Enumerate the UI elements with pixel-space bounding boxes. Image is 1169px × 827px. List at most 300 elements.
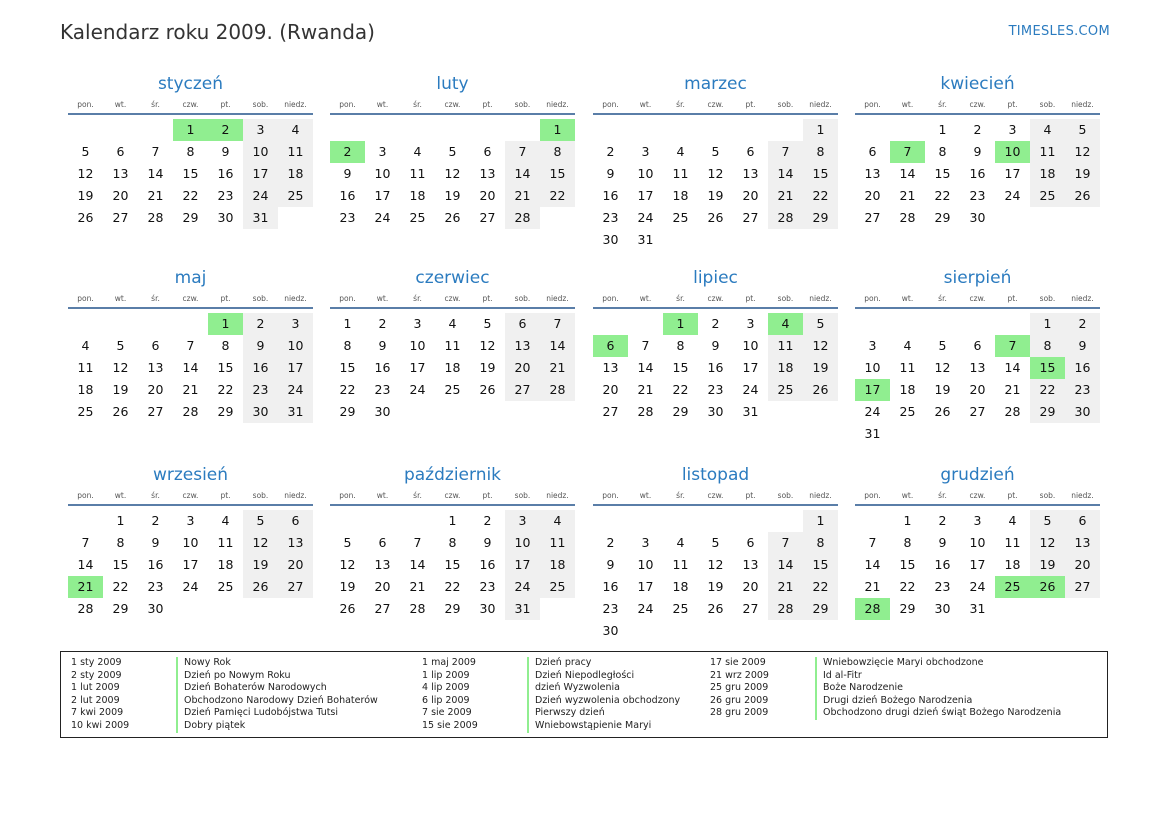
day-cell: 9 — [378, 338, 387, 353]
days-grid — [68, 115, 313, 229]
day-cell: 26 — [243, 576, 278, 598]
weekday-label: sob. — [514, 294, 531, 303]
holiday-row — [710, 707, 1061, 720]
day-cell: 6 — [746, 144, 755, 159]
day-cell: 10 — [243, 141, 278, 163]
day-cell: 8 — [116, 535, 125, 550]
weekday-label: pon. — [602, 491, 619, 500]
days-grid — [68, 506, 313, 620]
day-cell: 30 — [243, 401, 278, 423]
month-10 — [330, 464, 575, 620]
day-cell: 21 — [147, 188, 164, 203]
weekday-label: czw. — [707, 100, 724, 109]
weekday-label: śr. — [151, 491, 160, 500]
day-cell: 17 — [969, 557, 986, 572]
weekday-label: pt. — [220, 294, 231, 303]
weekday-label: wt. — [376, 491, 389, 500]
day-cell: 17 — [637, 188, 654, 203]
weekday-label: niedz. — [809, 294, 832, 303]
holiday-date: 2 lut 2009 — [71, 694, 120, 706]
weekday-label: czw. — [444, 491, 461, 500]
day-cell: 17 — [505, 554, 540, 576]
day-cell: 16 — [602, 188, 619, 203]
day-cell: 23 — [934, 579, 951, 594]
day-cell: 10 — [637, 166, 654, 181]
empty-cell — [103, 313, 138, 335]
month-8 — [855, 267, 1100, 445]
day-cell: 31 — [969, 601, 986, 616]
day-cell: 21 — [182, 382, 199, 397]
day-cell: 31 — [243, 207, 278, 229]
day-cell: 20 — [969, 382, 986, 397]
day-cell: 14 — [637, 360, 654, 375]
day-cell: 12 — [339, 557, 356, 572]
day-cell: 4 — [1008, 513, 1017, 528]
day-cell: 15 — [672, 360, 689, 375]
day-cell: 30 — [374, 404, 391, 419]
day-cell: 14 — [1004, 360, 1021, 375]
day-cell: 9 — [973, 144, 982, 159]
day-cell: 17 — [409, 360, 426, 375]
empty-cell — [925, 313, 960, 335]
empty-cell — [470, 119, 505, 141]
day-cell: 8 — [343, 338, 352, 353]
weekday-label: sob. — [1039, 100, 1056, 109]
day-cell: 22 — [112, 579, 129, 594]
day-cell: 21 — [540, 357, 575, 379]
day-cell: 27 — [479, 210, 496, 225]
day-cell: 28 — [899, 210, 916, 225]
day-cell: 30 — [602, 232, 619, 247]
day-cell: 8 — [186, 144, 195, 159]
day-cell: 27 — [278, 576, 313, 598]
day-cell: 21 — [768, 576, 803, 598]
day-cell: 27 — [602, 404, 619, 419]
day-cell: 11 — [899, 360, 916, 375]
day-cell: 28 — [1004, 404, 1021, 419]
day-cell: 3 — [278, 313, 313, 335]
holiday-day-cell: 10 — [995, 141, 1030, 163]
weekday-label: sob. — [777, 100, 794, 109]
day-cell: 28 — [77, 601, 94, 616]
holiday-date: 4 lip 2009 — [422, 682, 470, 694]
day-cell: 22 — [672, 382, 689, 397]
day-cell: 6 — [505, 313, 540, 335]
month-name: styczeń — [157, 74, 224, 94]
holiday-row — [710, 695, 1061, 708]
holiday-date: 7 kwi 2009 — [71, 707, 124, 719]
holiday-name: Dobry piątek — [176, 720, 245, 733]
day-cell: 22 — [1030, 379, 1065, 401]
day-cell: 30 — [707, 404, 724, 419]
empty-cell — [593, 313, 628, 335]
day-cell: 22 — [803, 576, 838, 598]
month-2 — [330, 73, 575, 229]
day-cell: 23 — [602, 210, 619, 225]
empty-cell — [365, 510, 400, 532]
day-cell: 3 — [973, 513, 982, 528]
day-cell: 27 — [112, 210, 129, 225]
day-cell: 23 — [707, 382, 724, 397]
day-cell: 23 — [339, 210, 356, 225]
weekday-label: śr. — [413, 294, 422, 303]
weekday-label: niedz. — [546, 491, 569, 500]
holiday-column — [71, 657, 378, 733]
holiday-row — [71, 707, 378, 720]
weekday-header — [68, 293, 313, 309]
empty-cell — [68, 313, 103, 335]
month-5 — [68, 267, 313, 423]
empty-cell — [330, 510, 365, 532]
day-cell: 17 — [742, 360, 759, 375]
empty-cell — [995, 313, 1030, 335]
weekday-label: śr. — [413, 100, 422, 109]
holiday-row — [710, 670, 1061, 683]
empty-cell — [628, 313, 663, 335]
day-cell: 11 — [409, 166, 426, 181]
empty-cell — [855, 119, 890, 141]
day-cell: 6 — [151, 338, 160, 353]
day-cell: 1 — [903, 513, 912, 528]
holiday-row — [422, 670, 680, 683]
day-cell: 20 — [278, 554, 313, 576]
weekday-label: niedz. — [1071, 100, 1094, 109]
day-cell: 27 — [742, 601, 759, 616]
month-3 — [593, 73, 838, 251]
day-cell: 5 — [81, 144, 90, 159]
day-cell: 11 — [278, 141, 313, 163]
day-cell: 9 — [483, 535, 492, 550]
day-cell: 19 — [444, 188, 461, 203]
day-cell: 13 — [969, 360, 986, 375]
day-cell: 16 — [602, 579, 619, 594]
day-cell: 23 — [602, 601, 619, 616]
weekday-label: czw. — [707, 491, 724, 500]
day-cell: 8 — [448, 535, 457, 550]
day-cell: 18 — [278, 163, 313, 185]
day-cell: 22 — [182, 188, 199, 203]
empty-cell — [855, 313, 890, 335]
holiday-row — [422, 720, 680, 733]
month-6 — [330, 267, 575, 423]
day-cell: 11 — [77, 360, 94, 375]
holiday-name: Nowy Rok — [176, 657, 231, 670]
holiday-name: Id al-Fitr — [815, 670, 862, 683]
day-cell: 15 — [899, 557, 916, 572]
day-cell: 21 — [637, 382, 654, 397]
days-grid — [855, 309, 1100, 445]
weekday-label: wt. — [639, 294, 652, 303]
day-cell: 19 — [1030, 554, 1065, 576]
day-cell: 28 — [147, 210, 164, 225]
day-cell: 25 — [768, 379, 803, 401]
day-cell: 25 — [1030, 185, 1065, 207]
empty-cell — [593, 510, 628, 532]
day-cell: 21 — [899, 188, 916, 203]
day-cell: 24 — [637, 601, 654, 616]
month-name: grudzień — [940, 465, 1015, 485]
day-cell: 16 — [339, 188, 356, 203]
day-cell: 4 — [81, 338, 90, 353]
day-cell: 27 — [969, 404, 986, 419]
day-cell: 2 — [606, 144, 615, 159]
holiday-day-cell: 4 — [768, 313, 803, 335]
day-cell: 6 — [1065, 510, 1100, 532]
weekday-label: sob. — [252, 100, 269, 109]
day-cell: 24 — [864, 404, 881, 419]
day-cell: 20 — [742, 579, 759, 594]
day-cell: 15 — [182, 166, 199, 181]
day-cell: 5 — [483, 316, 492, 331]
holiday-day-cell: 1 — [173, 119, 208, 141]
weekday-label: pt. — [1007, 294, 1018, 303]
day-cell: 4 — [903, 338, 912, 353]
day-cell: 20 — [147, 382, 164, 397]
brand-link[interactable]: TIMESLES.COM — [1008, 24, 1110, 39]
days-grid — [855, 506, 1100, 620]
day-cell: 1 — [938, 122, 947, 137]
day-cell: 23 — [969, 188, 986, 203]
day-cell: 29 — [339, 404, 356, 419]
day-cell: 19 — [934, 382, 951, 397]
day-cell: 10 — [742, 338, 759, 353]
day-cell: 29 — [803, 207, 838, 229]
holiday-day-cell: 21 — [68, 576, 103, 598]
holiday-date: 28 gru 2009 — [710, 707, 769, 719]
day-cell: 13 — [742, 557, 759, 572]
day-cell: 26 — [934, 404, 951, 419]
day-cell: 17 — [278, 357, 313, 379]
day-cell: 25 — [444, 382, 461, 397]
empty-cell — [138, 119, 173, 141]
day-cell: 20 — [1065, 554, 1100, 576]
day-cell: 5 — [803, 313, 838, 335]
day-cell: 11 — [1004, 535, 1021, 550]
weekday-label: niedz. — [284, 294, 307, 303]
day-cell: 8 — [540, 141, 575, 163]
weekday-header — [593, 490, 838, 506]
day-cell: 13 — [864, 166, 881, 181]
weekday-header — [68, 490, 313, 506]
day-cell: 2 — [1065, 313, 1100, 335]
weekday-label: śr. — [676, 100, 685, 109]
weekday-label: sob. — [514, 100, 531, 109]
day-cell: 14 — [768, 163, 803, 185]
day-cell: 15 — [217, 360, 234, 375]
holiday-name: Dzień Niepodległości — [527, 670, 634, 683]
holiday-column — [422, 657, 680, 733]
holiday-day-cell: 1 — [663, 313, 698, 335]
day-cell: 6 — [483, 144, 492, 159]
day-cell: 27 — [1065, 576, 1100, 598]
day-cell: 13 — [147, 360, 164, 375]
weekday-label: wt. — [114, 294, 127, 303]
day-cell: 30 — [1065, 401, 1100, 423]
day-cell: 18 — [217, 557, 234, 572]
day-cell: 9 — [711, 338, 720, 353]
day-cell: 7 — [540, 313, 575, 335]
weekday-label: wt. — [376, 294, 389, 303]
day-cell: 22 — [217, 382, 234, 397]
day-cell: 28 — [505, 207, 540, 229]
weekday-header — [330, 293, 575, 309]
holiday-date: 25 gru 2009 — [710, 682, 769, 694]
day-cell: 22 — [803, 185, 838, 207]
day-cell: 15 — [803, 554, 838, 576]
holiday-day-cell: 2 — [208, 119, 243, 141]
day-cell: 24 — [374, 210, 391, 225]
weekday-header — [855, 293, 1100, 309]
holiday-name: Dzień Pamięci Ludobójstwa Tutsi — [176, 707, 338, 720]
day-cell: 19 — [707, 579, 724, 594]
day-cell: 12 — [444, 166, 461, 181]
day-cell: 4 — [413, 144, 422, 159]
empty-cell — [890, 313, 925, 335]
day-cell: 21 — [505, 185, 540, 207]
weekday-label: pon. — [339, 294, 356, 303]
empty-cell — [68, 510, 103, 532]
day-cell: 14 — [864, 557, 881, 572]
day-cell: 23 — [217, 188, 234, 203]
day-cell: 10 — [182, 535, 199, 550]
weekday-label: śr. — [151, 294, 160, 303]
day-cell: 31 — [864, 426, 881, 441]
day-cell: 4 — [448, 316, 457, 331]
day-cell: 15 — [934, 166, 951, 181]
weekday-label: pt. — [220, 100, 231, 109]
day-cell: 15 — [112, 557, 129, 572]
empty-cell — [733, 119, 768, 141]
day-cell: 3 — [868, 338, 877, 353]
day-cell: 12 — [479, 338, 496, 353]
day-cell: 12 — [1030, 532, 1065, 554]
holiday-name: Boże Narodzenie — [815, 682, 903, 695]
day-cell: 12 — [803, 335, 838, 357]
day-cell: 9 — [606, 166, 615, 181]
weekday-label: czw. — [969, 100, 986, 109]
day-cell: 1 — [803, 510, 838, 532]
day-cell: 19 — [339, 579, 356, 594]
day-cell: 7 — [768, 532, 803, 554]
day-cell: 26 — [707, 210, 724, 225]
empty-cell — [400, 119, 435, 141]
day-cell: 18 — [672, 579, 689, 594]
day-cell: 22 — [339, 382, 356, 397]
day-cell: 8 — [221, 338, 230, 353]
day-cell: 28 — [637, 404, 654, 419]
day-cell: 21 — [409, 579, 426, 594]
day-cell: 20 — [602, 382, 619, 397]
empty-cell — [628, 119, 663, 141]
weekday-label: pon. — [602, 100, 619, 109]
day-cell: 2 — [243, 313, 278, 335]
day-cell: 10 — [969, 535, 986, 550]
day-cell: 26 — [707, 601, 724, 616]
day-cell: 29 — [112, 601, 129, 616]
day-cell: 24 — [1004, 188, 1021, 203]
month-name: wrzesień — [152, 465, 229, 485]
weekday-label: niedz. — [1071, 491, 1094, 500]
day-cell: 5 — [243, 510, 278, 532]
empty-cell — [768, 119, 803, 141]
holiday-day-cell: 15 — [1030, 357, 1065, 379]
holiday-name: Obchodzono Narodowy Dzień Bohaterów — [176, 695, 378, 708]
weekday-header — [593, 99, 838, 115]
day-cell: 12 — [934, 360, 951, 375]
weekday-label: sob. — [514, 491, 531, 500]
empty-cell — [400, 510, 435, 532]
empty-cell — [593, 119, 628, 141]
day-cell: 19 — [1065, 163, 1100, 185]
weekday-label: niedz. — [1071, 294, 1094, 303]
day-cell: 21 — [1004, 382, 1021, 397]
day-cell: 13 — [602, 360, 619, 375]
day-cell: 3 — [243, 119, 278, 141]
day-cell: 30 — [147, 601, 164, 616]
day-cell: 18 — [77, 382, 94, 397]
day-cell: 30 — [217, 210, 234, 225]
weekday-label: pt. — [1007, 100, 1018, 109]
holiday-row — [422, 657, 680, 670]
day-cell: 31 — [742, 404, 759, 419]
day-cell: 10 — [637, 557, 654, 572]
holiday-date: 1 lip 2009 — [422, 669, 470, 681]
day-cell: 9 — [151, 535, 160, 550]
holiday-row — [71, 657, 378, 670]
weekday-label: wt. — [901, 294, 914, 303]
day-cell: 19 — [112, 382, 129, 397]
weekday-label: wt. — [114, 491, 127, 500]
day-cell: 4 — [676, 535, 685, 550]
day-cell: 18 — [444, 360, 461, 375]
weekday-label: śr. — [151, 100, 160, 109]
day-cell: 1 — [116, 513, 125, 528]
day-cell: 24 — [637, 210, 654, 225]
weekday-label: pon. — [339, 491, 356, 500]
month-7 — [593, 267, 838, 423]
month-name: lipiec — [693, 268, 738, 288]
days-grid — [593, 115, 838, 251]
weekday-label: wt. — [639, 491, 652, 500]
day-cell: 7 — [81, 535, 90, 550]
day-cell: 24 — [182, 579, 199, 594]
empty-cell — [68, 119, 103, 141]
day-cell: 20 — [864, 188, 881, 203]
weekday-label: sob. — [1039, 294, 1056, 303]
weekday-label: pon. — [864, 294, 881, 303]
day-cell: 3 — [746, 316, 755, 331]
day-cell: 14 — [540, 335, 575, 357]
weekday-label: niedz. — [809, 100, 832, 109]
weekday-label: pon. — [864, 491, 881, 500]
day-cell: 12 — [112, 360, 129, 375]
weekday-label: czw. — [182, 100, 199, 109]
empty-cell — [330, 119, 365, 141]
day-cell: 26 — [77, 210, 94, 225]
holiday-name: Pierwszy dzień — [527, 707, 605, 720]
day-cell: 3 — [505, 510, 540, 532]
day-cell: 10 — [864, 360, 881, 375]
page-title: Kalendarz roku 2009. (Rwanda) — [60, 20, 375, 44]
day-cell: 6 — [868, 144, 877, 159]
holiday-name: Dzień Bohaterów Narodowych — [176, 682, 327, 695]
month-9 — [68, 464, 313, 620]
empty-cell — [365, 119, 400, 141]
day-cell: 25 — [540, 576, 575, 598]
holiday-day-cell: 6 — [593, 335, 628, 357]
day-cell: 2 — [378, 316, 387, 331]
day-cell: 12 — [77, 166, 94, 181]
